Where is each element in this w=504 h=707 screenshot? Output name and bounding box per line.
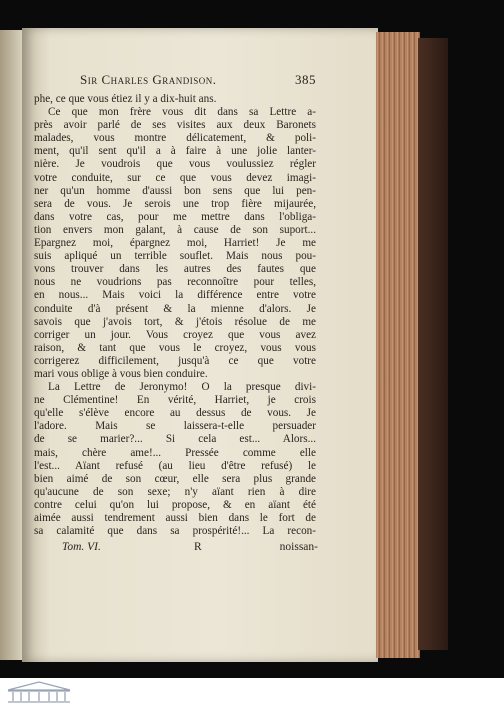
- text-line: Epargnez moi, épargnez moi, Harriet! Je me: [34, 237, 316, 250]
- signature-mark: Tom. VI.: [62, 541, 101, 553]
- page-body-text: [34, 93, 316, 538]
- text-line: La Lettre de Jeronymo! O la presque divi-: [48, 381, 316, 394]
- text-line: Ce que mon frère vous dit dans sa Lettre a-: [48, 106, 316, 119]
- running-header: [80, 72, 316, 88]
- text-line: phe, ce que vous étiez il y a dix-huit ans.: [34, 93, 217, 105]
- page-edges: [376, 32, 420, 658]
- text-line: ner qu'un homme d'aussi bon sens que lui pen-: [34, 184, 316, 197]
- library-building-icon: [4, 680, 74, 705]
- page-number: 385: [295, 72, 316, 87]
- text-line: mari vous oblige à vous bien conduire.: [34, 367, 208, 380]
- text-line: dans votre cas, pour me mettre dans l'obliga-: [34, 210, 316, 223]
- text-line: nière. Je voudrois que vous voulussiez régler: [34, 158, 316, 171]
- text-line: corrigerez difficilement, jusqu'à ce que votre: [34, 354, 316, 367]
- text-line: bien aimé de son cœur, elle sera plus grande: [34, 472, 316, 485]
- text-line: raison, & tant que vous le croyez, vous vous: [34, 341, 316, 354]
- text-line: ment, qu'il sent qu'il a à faire à une jolie lanter-: [34, 145, 316, 158]
- text-line: de se marier?... Si cela est... Alors...: [34, 433, 316, 446]
- text-line: sa calamité que dans sa prospérité!... La recon-: [34, 525, 316, 538]
- running-title: Sir Charles Grandison.: [80, 72, 217, 87]
- text-line: aimée aussi tendrement aussi bien dans le fort de: [34, 512, 316, 524]
- catchword: noissan-: [279, 541, 318, 553]
- text-line: en nous... Mais voici la différence entre votre: [34, 289, 316, 302]
- text-line: contre celui qu'on lui propose, & en aïant été: [34, 498, 316, 511]
- text-line: conduite d'à présent & la mienne d'alors. Je: [34, 302, 316, 315]
- text-line: l'adore. Mais se laissera-t-elle persuader: [34, 420, 316, 433]
- text-line: sera de vous. Je serois une trop fière mijaurée,: [34, 197, 316, 210]
- left-page-edge: [0, 30, 22, 660]
- book-cover: [418, 38, 448, 650]
- text-line: près avoir parlé de ses visites aux deux Baronets: [34, 119, 316, 132]
- text-line: ne Clémentine! En vérité, Harriet, je crois: [34, 394, 316, 407]
- text-line: corriger un jour. Vous croyez que vous avez: [34, 328, 316, 341]
- text-line: qu'aucune de son sexe; n'y aïant rien à dire: [34, 485, 316, 498]
- text-line: vons trouver dans les autres des fautes que: [34, 263, 316, 276]
- viewer-bottom-bar: [0, 678, 504, 707]
- text-line: mais, chère ame!... Pressée comme elle: [34, 446, 316, 459]
- text-line: nous ne voudrions pas reconnoître pour telles,: [34, 276, 316, 289]
- text-line: malades, vous montre délicatement, & poli-: [34, 132, 316, 145]
- gathering-letter: R: [194, 541, 202, 553]
- text-line: qu'elle s'élève encore au dessus de vous. Je: [34, 407, 316, 420]
- text-line: suis apliqué un terrible souflet. Mais nous pou-: [34, 250, 316, 263]
- text-line: votre conduite, sur ce que vous devez imagi-: [34, 171, 316, 184]
- text-line: tion envers mon galant, à cause de son suport...: [34, 223, 316, 236]
- text-line: savois que j'avois tort, & j'étois résolue de me: [34, 315, 316, 328]
- text-line: l'est... Aïant refusé (au lieu d'être refusé) le: [34, 459, 316, 472]
